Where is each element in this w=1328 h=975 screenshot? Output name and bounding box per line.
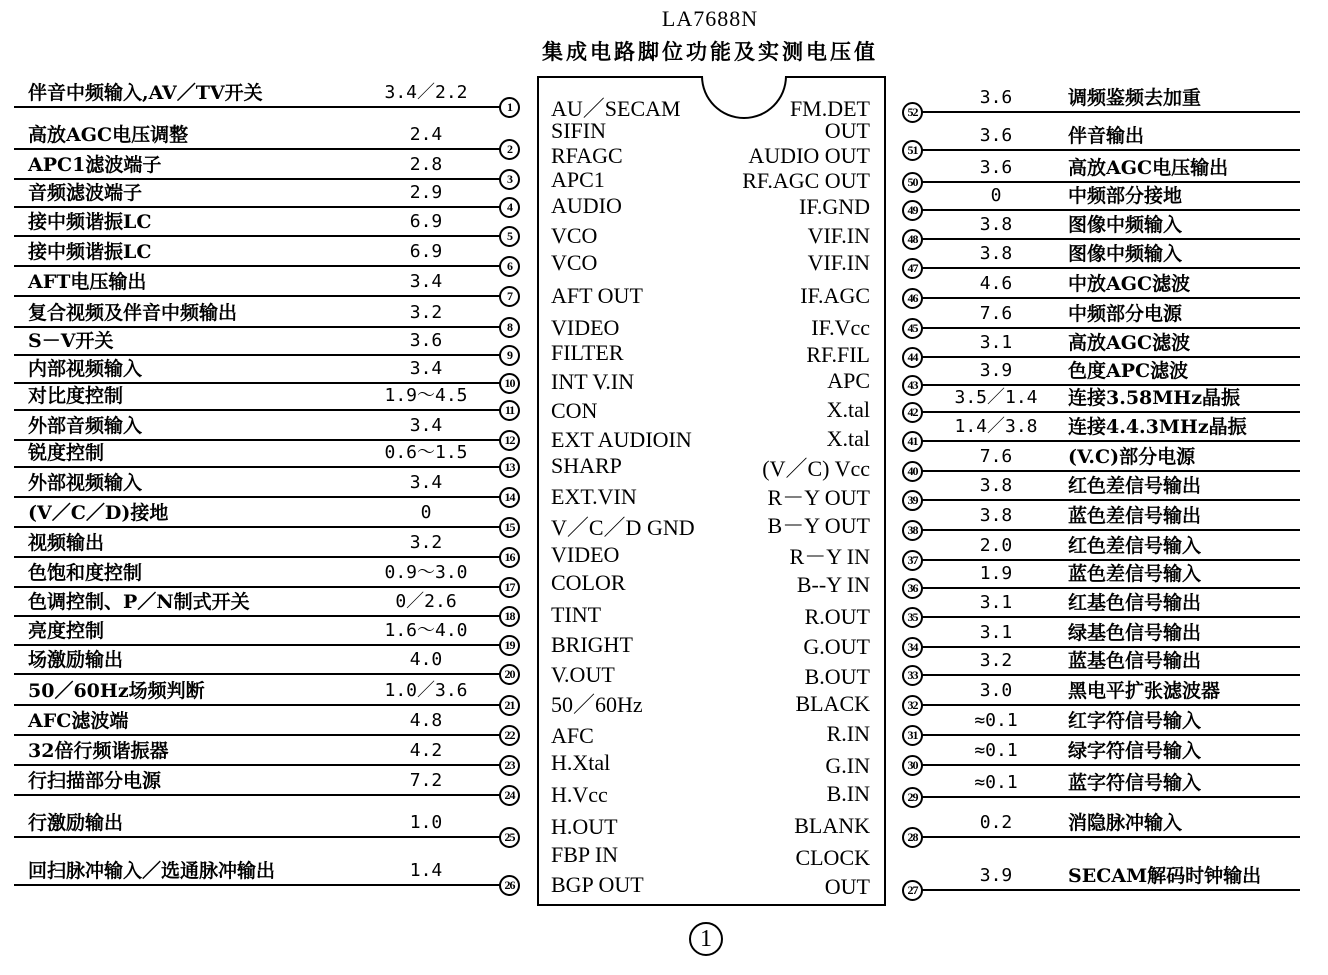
pin-number-badge: 20 — [499, 664, 520, 685]
pin-voltage: 7.6 — [979, 303, 1013, 324]
pin-leader-line — [918, 111, 1300, 113]
pin-number-badge: 51 — [902, 140, 923, 161]
pin-voltage: 2.9 — [409, 182, 443, 203]
pin-voltage: 3.4／2.2 — [384, 82, 468, 103]
pin-voltage: 4.0 — [409, 649, 443, 670]
pin-leader-line — [14, 615, 500, 617]
pin-voltage: ≈0.1 — [974, 710, 1018, 731]
pin-leader-line — [918, 836, 1300, 838]
ic-pin-label: V.OUT — [551, 662, 615, 687]
pin-leader-line — [918, 356, 1300, 358]
pin-voltage: 3.5／1.4 — [954, 387, 1038, 408]
ic-pin-label: X.tal — [826, 426, 870, 451]
pin-number-badge: 45 — [902, 318, 923, 339]
pin-number-badge: 11 — [499, 400, 520, 421]
pin-function: 红基色信号输出 — [1068, 592, 1202, 614]
pin-number-badge: 47 — [902, 258, 923, 279]
pin-voltage: 1.6～4.0 — [384, 620, 468, 641]
pin-voltage: 4.6 — [979, 273, 1013, 294]
pin-voltage: 1.4 — [409, 860, 443, 881]
pin-voltage: 3.9 — [979, 360, 1013, 381]
pin-number-badge: 13 — [499, 457, 520, 478]
pin-function: 消隐脉冲输入 — [1068, 812, 1183, 834]
pin-number-badge: 26 — [499, 875, 520, 896]
pin-leader-line — [918, 674, 1300, 676]
pin-leader-line — [14, 106, 500, 108]
pin-function: AFT电压输出 — [28, 271, 147, 293]
ic-pin-label: H.Xtal — [551, 750, 611, 775]
pin-voltage: ≈0.1 — [974, 772, 1018, 793]
ic-pin-label: G.IN — [825, 753, 870, 778]
pin-number-badge: 2 — [499, 139, 520, 160]
pin-voltage: 6.9 — [409, 241, 443, 262]
pin-number-badge: 21 — [499, 695, 520, 716]
pin-voltage: 0.6～1.5 — [384, 442, 468, 463]
pin-voltage: 1.9～4.5 — [384, 385, 468, 406]
ic-pin-label: VIF.IN — [807, 223, 870, 248]
pin-number-badge: 38 — [902, 520, 923, 541]
pin-voltage: 3.6 — [979, 157, 1013, 178]
pin-leader-line — [918, 764, 1300, 766]
pin-leader-line — [14, 836, 500, 838]
pin-number-badge: 36 — [902, 578, 923, 599]
pin-number-badge: 18 — [499, 606, 520, 627]
ic-pin-label: FILTER — [551, 340, 624, 365]
pin-number-badge: 30 — [902, 755, 923, 776]
pin-number-badge: 52 — [902, 102, 923, 123]
pin-function: 色调控制、P／N制式开关 — [28, 591, 250, 613]
pin-number-badge: 40 — [902, 461, 923, 482]
pin-leader-line — [918, 297, 1300, 299]
pin-voltage: 3.4 — [409, 472, 443, 493]
ic-pin-label: BLANK — [794, 813, 870, 838]
pin-leader-line — [14, 734, 500, 736]
pin-voltage: 3.9 — [979, 865, 1013, 886]
ic-pin-label: BGP OUT — [551, 872, 644, 897]
ic-pin-label: B--Y IN — [796, 572, 870, 597]
ic-pin-label: R.OUT — [804, 604, 870, 629]
pin-function: 高放AGC电压调整 — [28, 124, 189, 146]
pin-number-badge: 31 — [902, 725, 923, 746]
pin-leader-line — [918, 384, 1300, 386]
pin-voltage: 7.2 — [409, 770, 443, 791]
pin-leader-line — [918, 411, 1300, 413]
pin-leader-line — [918, 181, 1300, 183]
pin-leader-line — [918, 734, 1300, 736]
pin-leader-line — [14, 326, 500, 328]
pin-number-badge: 1 — [499, 97, 520, 118]
pin-voltage: 3.8 — [979, 214, 1013, 235]
pin-function: 高放AGC电压输出 — [1068, 157, 1229, 179]
pin-voltage: 0.2 — [979, 812, 1013, 833]
pin-leader-line — [14, 764, 500, 766]
pin-leader-line — [14, 704, 500, 706]
ic-pin-label: V／C／D GND — [551, 515, 695, 540]
pin-number-badge: 22 — [499, 725, 520, 746]
pin-leader-line — [918, 238, 1300, 240]
ic-pin-label: CON — [551, 398, 598, 423]
ic-pin-label: RF.AGC OUT — [742, 168, 870, 193]
pin-voltage: 7.6 — [979, 446, 1013, 467]
pin-function: 亮度控制 — [28, 620, 105, 642]
pin-voltage: 0 — [420, 502, 432, 523]
pin-number-badge: 15 — [499, 517, 520, 538]
pin-voltage: 2.4 — [409, 124, 443, 145]
pin-function: 中频部分电源 — [1068, 303, 1183, 325]
ic-pin-label: RFAGC — [551, 143, 623, 168]
pin-function: (V／C／D)接地 — [28, 502, 169, 524]
pin-voltage: 3.2 — [979, 650, 1013, 671]
pin-leader-line — [14, 235, 500, 237]
figure-number: 1 — [689, 922, 723, 956]
pin-function: 中放AGC滤波 — [1068, 273, 1191, 295]
pin-function: 色饱和度控制 — [28, 562, 143, 584]
pin-voltage: 0 — [990, 185, 1002, 206]
pin-leader-line — [14, 295, 500, 297]
pin-function: SECAM解码时钟输出 — [1068, 865, 1262, 887]
pin-leader-line — [918, 470, 1300, 472]
pin-function: 外部视频输入 — [28, 472, 143, 494]
pin-function: 连接4.4.3MHz晶振 — [1068, 416, 1247, 438]
pin-voltage: 3.4 — [409, 271, 443, 292]
pin-leader-line — [14, 644, 500, 646]
ic-pin-label: R－Y OUT — [767, 485, 870, 510]
pin-number-badge: 17 — [499, 577, 520, 598]
pin-voltage: 0／2.6 — [395, 591, 457, 612]
ic-pin-label: BLACK — [795, 691, 870, 716]
ic-pin-label: OUT — [824, 118, 870, 143]
pin-number-badge: 10 — [499, 373, 520, 394]
pin-function: 蓝色差信号输入 — [1068, 563, 1202, 585]
pin-number-badge: 32 — [902, 695, 923, 716]
pin-number-badge: 42 — [902, 402, 923, 423]
pin-function: 色度APC滤波 — [1068, 360, 1189, 382]
pin-leader-line — [918, 796, 1300, 798]
pin-leader-line — [918, 499, 1300, 501]
ic-pin-label: G.OUT — [803, 634, 870, 659]
diagram-subtitle: 集成电路脚位功能及实测电压值 — [542, 39, 878, 64]
pin-leader-line — [14, 206, 500, 208]
pin-voltage: 3.0 — [979, 680, 1013, 701]
ic-pin-label: EXT AUDIOIN — [551, 427, 692, 452]
chip-name: LA7688N — [661, 6, 759, 31]
pin-function: 内部视频输入 — [28, 358, 143, 380]
pin-voltage: 2.8 — [409, 154, 443, 175]
pin-leader-line — [14, 178, 500, 180]
pin-number-badge: 3 — [499, 169, 520, 190]
pin-voltage: 1.9 — [979, 563, 1013, 584]
ic-pin-label: AFT OUT — [551, 283, 643, 308]
pin-voltage: 3.4 — [409, 358, 443, 379]
pin-voltage: 1.0 — [409, 812, 443, 833]
pin-leader-line — [14, 439, 500, 441]
ic-pin-label: SIFIN — [551, 118, 607, 143]
pin-number-badge: 16 — [499, 547, 520, 568]
pin-function: 图像中频输入 — [1068, 243, 1183, 265]
pin-leader-line — [918, 559, 1300, 561]
pin-leader-line — [918, 889, 1300, 891]
ic-package — [537, 76, 886, 906]
pin-function: 行激励输出 — [28, 812, 124, 834]
pin-number-badge: 41 — [902, 431, 923, 452]
pin-function: 伴音中频输入,AV／TV开关 — [28, 82, 263, 104]
ic-pin-label: AFC — [551, 723, 594, 748]
pin-function: 回扫脉冲输入／选通脉冲输出 — [28, 860, 276, 882]
pin-voltage: 3.1 — [979, 622, 1013, 643]
ic-pin-label: B－Y OUT — [767, 513, 870, 538]
pin-voltage: ≈0.1 — [974, 740, 1018, 761]
ic-pin-label: APC — [827, 368, 870, 393]
pin-voltage: 3.1 — [979, 592, 1013, 613]
pin-leader-line — [14, 794, 500, 796]
pin-function: (V.C)部分电源 — [1068, 446, 1196, 468]
pin-function: 蓝基色信号输出 — [1068, 650, 1202, 672]
ic-pin-label: EXT.VIN — [551, 484, 637, 509]
ic-pin-label: INT V.IN — [551, 369, 635, 394]
pin-function: 复合视频及伴音中频输出 — [28, 302, 238, 324]
ic-pin-label: FM.DET — [789, 96, 870, 121]
pin-number-badge: 6 — [499, 256, 520, 277]
pin-function: S－V开关 — [28, 330, 114, 352]
pin-voltage: 3.2 — [409, 532, 443, 553]
pin-voltage: 3.6 — [979, 87, 1013, 108]
pin-voltage: 0.9～3.0 — [384, 562, 468, 583]
pin-number-badge: 19 — [499, 635, 520, 656]
pin-function: 调频鉴频去加重 — [1068, 87, 1202, 109]
pin-number-badge: 35 — [902, 607, 923, 628]
pin-number-badge: 48 — [902, 229, 923, 250]
pin-leader-line — [918, 646, 1300, 648]
pin-leader-line — [918, 440, 1300, 442]
pin-number-badge: 4 — [499, 197, 520, 218]
pin-function: 行扫描部分电源 — [28, 770, 162, 792]
pin-function: 外部音频输入 — [28, 415, 143, 437]
pin-number-badge: 50 — [902, 172, 923, 193]
pin-voltage: 4.8 — [409, 710, 443, 731]
pin-number-badge: 29 — [902, 787, 923, 808]
pin-voltage: 1.4／3.8 — [954, 416, 1038, 437]
pin-voltage: 3.6 — [409, 330, 443, 351]
pin-number-badge: 5 — [499, 226, 520, 247]
pin-voltage: 3.2 — [409, 302, 443, 323]
pin-function: 蓝字符信号输入 — [1068, 772, 1202, 794]
pin-voltage: 3.1 — [979, 332, 1013, 353]
ic-pin-label: CLOCK — [795, 845, 870, 870]
pin-voltage: 3.8 — [979, 505, 1013, 526]
ic-notch — [701, 76, 787, 119]
ic-pin-label: BRIGHT — [551, 632, 633, 657]
pin-number-badge: 28 — [902, 827, 923, 848]
ic-pin-label: VIDEO — [551, 542, 620, 567]
ic-pin-label: IF.Vcc — [811, 315, 870, 340]
pin-leader-line — [918, 587, 1300, 589]
pin-number-badge: 34 — [902, 637, 923, 658]
ic-pin-label: APC1 — [551, 167, 605, 192]
ic-pin-label: H.OUT — [551, 814, 618, 839]
pin-function: 绿字符信号输入 — [1068, 740, 1202, 762]
pin-leader-line — [14, 526, 500, 528]
pin-number-badge: 12 — [499, 430, 520, 451]
pin-number-badge: 14 — [499, 487, 520, 508]
pin-leader-line — [14, 409, 500, 411]
ic-pin-label: OUT — [824, 874, 870, 899]
pin-number-badge: 27 — [902, 880, 923, 901]
ic-pin-label: (V／C) Vcc — [762, 456, 870, 481]
pin-function: 接中频谐振LC — [28, 211, 152, 233]
pin-leader-line — [14, 586, 500, 588]
pin-number-badge: 24 — [499, 785, 520, 806]
pin-leader-line — [14, 884, 500, 886]
pin-voltage: 4.2 — [409, 740, 443, 761]
pin-function: 伴音输出 — [1068, 125, 1145, 147]
pin-function: 对比度控制 — [28, 385, 124, 407]
pin-leader-line — [918, 704, 1300, 706]
pin-function: 中频部分接地 — [1068, 185, 1183, 207]
ic-pin-label: B.OUT — [804, 664, 870, 689]
pin-leader-line — [14, 354, 500, 356]
ic-pin-label: IF.AGC — [800, 283, 870, 308]
pin-number-badge: 49 — [902, 200, 923, 221]
pin-function: 场激励输出 — [28, 649, 124, 671]
pin-function: 黑电平扩张滤波器 — [1068, 680, 1221, 702]
pin-leader-line — [918, 149, 1300, 151]
pin-leader-line — [14, 382, 500, 384]
ic-pin-label: RF.FIL — [806, 342, 870, 367]
ic-pin-label: SHARP — [551, 453, 622, 478]
pin-function: 蓝色差信号输出 — [1068, 505, 1202, 527]
pin-leader-line — [14, 466, 500, 468]
pin-function: 红色差信号输入 — [1068, 535, 1202, 557]
pin-voltage: 1.0／3.6 — [384, 680, 468, 701]
pin-function: 视频输出 — [28, 532, 105, 554]
pin-leader-line — [14, 496, 500, 498]
ic-pin-label: B.IN — [826, 781, 870, 806]
pin-voltage: 3.4 — [409, 415, 443, 436]
pin-number-badge: 43 — [902, 375, 923, 396]
pin-leader-line — [918, 267, 1300, 269]
ic-pin-label: R.IN — [826, 721, 870, 746]
ic-pin-label: AU／SECAM — [551, 96, 681, 121]
ic-pin-label: IF.GND — [799, 194, 870, 219]
ic-pin-label: VCO — [551, 223, 598, 248]
pin-leader-line — [14, 673, 500, 675]
pin-leader-line — [918, 209, 1300, 211]
pin-number-badge: 8 — [499, 317, 520, 338]
ic-pin-label: H.Vcc — [551, 782, 608, 807]
pin-leader-line — [918, 616, 1300, 618]
pin-voltage: 2.0 — [979, 535, 1013, 556]
pin-function: 红字符信号输入 — [1068, 710, 1202, 732]
pin-function: 红色差信号输出 — [1068, 475, 1202, 497]
pin-number-badge: 37 — [902, 550, 923, 571]
pin-number-badge: 44 — [902, 347, 923, 368]
pin-function: 连接3.58MHz晶振 — [1068, 387, 1241, 409]
ic-pin-label: VIDEO — [551, 315, 620, 340]
pin-number-badge: 23 — [499, 755, 520, 776]
ic-pin-label: VIF.IN — [807, 250, 870, 275]
pin-function: APC1滤波端子 — [28, 154, 162, 176]
ic-pin-label: AUDIO OUT — [748, 143, 870, 168]
pin-function: 音频滤波端子 — [28, 182, 143, 204]
pin-number-badge: 25 — [499, 827, 520, 848]
ic-pin-label: COLOR — [551, 570, 626, 595]
pin-leader-line — [14, 148, 500, 150]
ic-pin-label: FBP IN — [551, 842, 619, 867]
pin-function: 锐度控制 — [28, 442, 105, 464]
ic-pin-label: X.tal — [826, 397, 870, 422]
pin-function: 图像中频输入 — [1068, 214, 1183, 236]
pin-voltage: 3.8 — [979, 243, 1013, 264]
pin-number-badge: 7 — [499, 286, 520, 307]
pin-voltage: 3.6 — [979, 125, 1013, 146]
pin-number-badge: 46 — [902, 288, 923, 309]
pin-function: 32倍行频谐振器 — [28, 740, 169, 762]
pin-function: 绿基色信号输出 — [1068, 622, 1202, 644]
pin-function: 50／60Hz场频判断 — [28, 680, 205, 702]
pin-voltage: 6.9 — [409, 211, 443, 232]
pin-number-badge: 9 — [499, 345, 520, 366]
pin-leader-line — [918, 327, 1300, 329]
pin-leader-line — [918, 529, 1300, 531]
ic-pin-label: AUDIO — [551, 193, 622, 218]
pin-leader-line — [14, 265, 500, 267]
pin-number-badge: 39 — [902, 490, 923, 511]
ic-pin-label: TINT — [551, 602, 602, 627]
pin-function: 高放AGC滤波 — [1068, 332, 1191, 354]
pin-function: AFC滤波端 — [28, 710, 129, 732]
ic-pin-label: VCO — [551, 250, 598, 275]
ic-pin-label: 50／60Hz — [551, 692, 643, 717]
pin-leader-line — [14, 556, 500, 558]
pin-number-badge: 33 — [902, 665, 923, 686]
pin-voltage: 3.8 — [979, 475, 1013, 496]
pin-function: 接中频谐振LC — [28, 241, 152, 263]
ic-pin-label: R－Y IN — [789, 544, 870, 569]
